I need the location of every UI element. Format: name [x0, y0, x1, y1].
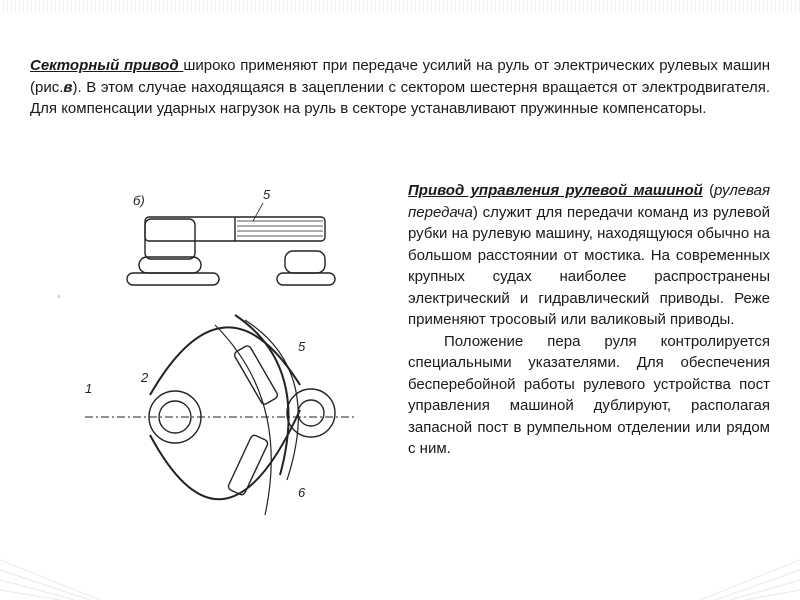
sector-drive-drawing: [55, 175, 405, 535]
side-body: ) служит для передачи команд из рулевой рубки на рулевую машину, находящуюся обычно на большом расстоянии от мостика. На современных крупных судах наиболее распространены электрический и гидравлический приводы. Реже применяют тросовый или валиковый приводы.: [408, 203, 770, 328]
top-view-label: б): [133, 193, 145, 208]
bottom-decoration: [0, 490, 800, 600]
side-term: Привод управления рулевой машиной: [408, 182, 703, 199]
side-paren-open: (: [702, 182, 715, 199]
intro-body: широко применяют при передаче усилий на руль от электрических рулевых машин (рис.: [30, 57, 770, 96]
callout-2: 2: [141, 370, 149, 385]
callout-5: 5: [298, 339, 306, 354]
intro-paragraph: [30, 55, 770, 120]
intro-term: Секторный привод: [30, 57, 184, 74]
intro-fig-ref: в: [63, 78, 73, 96]
intro-rest: ). В этом случае находящаяся в зацеплении с сектором шестерня вращается от электродвигателя. Для компенсации ударных нагрузок на руль в секторе устанавливают пружинные компенсаторы.: [30, 78, 770, 117]
top-decorative-rule: [0, 0, 800, 12]
side-body-2: Положение пера руля контролируется специальными указателями. Для обеспечения бесперебойной работы рулевого устройства пост управления машиной дублируют, располагая запасной пост в румпельном отделении или рядом с ним.: [408, 332, 770, 457]
callout-6: 6: [298, 485, 306, 500]
sector-view-drawing: [85, 315, 355, 515]
sector-drive-figure: [55, 175, 405, 535]
top-view-drawing: [127, 217, 335, 285]
side-paragraph: [408, 180, 770, 460]
callout-1: 1: [85, 381, 93, 396]
side-paren-term: рулевая передача: [408, 182, 770, 221]
top-callout-5: 5: [263, 187, 271, 202]
